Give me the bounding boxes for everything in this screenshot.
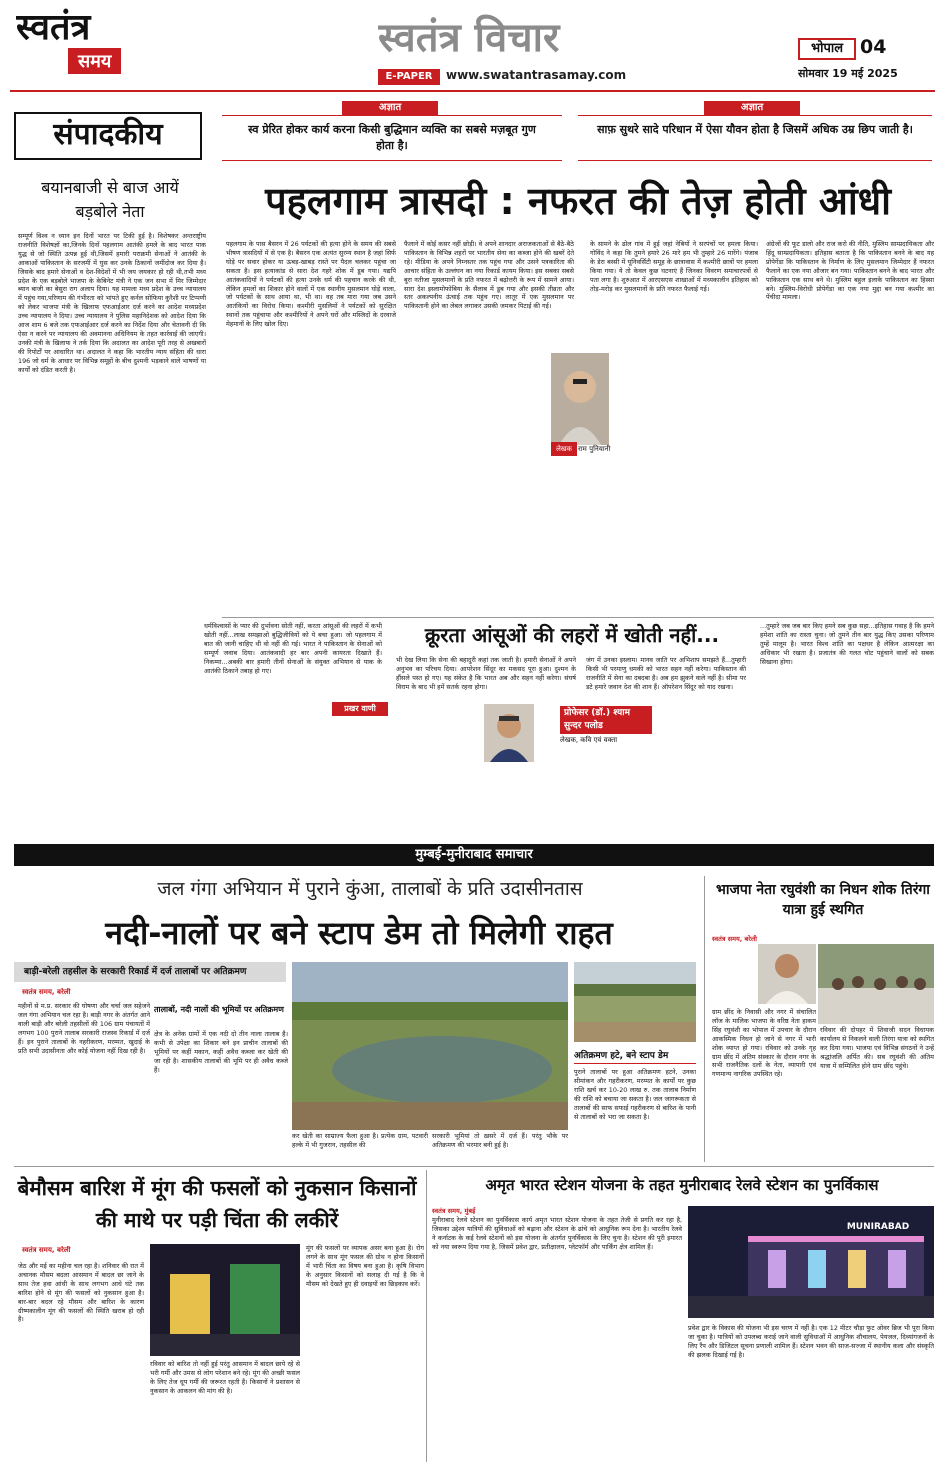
second-author-role: लेखक, कवि एवं वक्ता xyxy=(560,736,618,744)
logo xyxy=(16,6,134,84)
author-portrait-icon xyxy=(484,704,534,762)
jal-headline: नदी-नालों पर बने स्टाप डेम तो मिलेगी राहत xyxy=(105,914,613,952)
bjp-rule xyxy=(704,876,705,1162)
second-col1: धर्मविश्वासों के प्यार की दुर्भावना सोती नहीं, करता आंसूओं की लहरों में कभी खोती नहीं...लाख समझाओ बुद्धिजीवियों को ये बचा हुआ। जो पहलगाम में बात की जानी चाहिए थी वो नहीं की गई। भारत ने पाकिस्तान के सेनाओं को सम्पूर्ण जवाब दिया। आतंकवादी हर बार अपनी कायरता दिखाते हैं। निकम्मा...अबकी बार हमारी तीनों सेनाओं के संयुक्त अभियान से पाक के आतंकी ठिकाने तबाह हो गए। xyxy=(204,622,382,675)
quote-right-text: साफ़ सुथरे सादे परिधान में ऐसा यौवन होता है जिसमें अधिक उम्र छिप जाती है। xyxy=(597,123,913,136)
jal-photo-side xyxy=(574,962,696,1042)
lead-author-tag: लेखक xyxy=(551,442,577,456)
rain-headline: बेमौसम बारिश में मूंग की फसलों को नुकसान किसानों की माथे पर पड़ी चिंता की लकीरें xyxy=(17,1176,417,1232)
second-col2: भी देख लिया कि सेना की बहादुरी कहां तक जाती है। हमारी सेनाओं ने अपने अनुभव का परिचय दिया। आपरेशन सिंदूर का मकसद पूरा हुआ। दुश्मन के हौंसले पस्त हो गए। यह संकेत है कि भारत अब और सहन नहीं करेगा। संघर्ष विराम के बाद भी हमें सतर्क रहना होगा। xyxy=(396,656,576,691)
rail-headline: अमृत भारत स्टेशन योजना के तहत मुनीराबाद रेलवे स्टेशन का पुनर्विकास xyxy=(485,1176,879,1194)
paper-title: स्वतंत्र विचार xyxy=(378,15,560,61)
second-headline: क्रूरता आंसूओं की लहरों में खोती नहीं... xyxy=(424,623,720,647)
crowd-photo-icon xyxy=(818,944,934,1024)
logo-line2: समय xyxy=(68,48,121,74)
jal-strip-text: बाड़ी-बरेली तहसील के सरकारी रिकार्ड में दर्ज तालाबों पर अतिक्रमण xyxy=(24,967,247,977)
masthead-rule xyxy=(10,90,935,92)
lead-author-caption: राम पुनियानी xyxy=(578,445,611,453)
editorial-section-label xyxy=(14,112,202,160)
station-sign: MUNIRABAD xyxy=(846,1222,910,1232)
masthead xyxy=(0,0,945,92)
jal-byline: स्वतंत्र समय, बरेली xyxy=(22,988,71,996)
jal-caption2: सरकारी भूमियां तो ख़सरे में दर्ज हैं। परंतु भौके पर अतिक्रमण की भरमार बनी हुई है। xyxy=(432,1132,568,1149)
quote-right-label: अज्ञात xyxy=(704,101,800,115)
second-author-name: प्रोफेसर (डॉ.) श्याम सुन्दर पलोड xyxy=(560,706,652,734)
second-col3: जंग में उनका इस्लाम। मानव जाति पर अभिशाप समझते हैं...तुम्हारी किसी भी परमाणु धमकी को भारत सहन नहीं करेगा। पाकिस्तान की राजनीति में सेना का दबदबा है। अब हम झुकने वाले नहीं है। सीमा पर डटे हमारे जवान देश की शान हैं। ऑपरेशन सिंदूर को याद रखना। xyxy=(586,656,746,691)
jal-mid-title: तालाबों, नदी नालों की भूमियों पर अतिक्रमण xyxy=(154,1005,284,1014)
rain-col3: रविवार को बारिश तो नहीं हुई परंतु आसमान में बादल छाये रहे से भरी गर्मी और उमस से लोग परेशान बने रहे। मूंग की अच्छी फसल के लिए तेज धूप गर्मी की जरूरत रहती है। किसानों ने प्रशासन से नुकसान के आकलन की मांग की है। xyxy=(150,1360,300,1395)
city-box: भोपाल xyxy=(798,38,856,60)
website-url[interactable]: www.swatantrasamay.com xyxy=(446,68,627,82)
bjp-headline: भाजपा नेता रघुवंशी का निधन शोक तिरंगा यात्रा हुई स्थगित xyxy=(716,882,930,918)
section-band xyxy=(14,844,934,866)
issue-date: सोमवार 19 मई 2025 xyxy=(798,67,898,80)
editorial-body: सम्पूर्ण विश्व न ध्यान इन दिनों भारत पर टिकी हुई है। विशेषकर अन्तराष्ट्रीय राजनीति विशेषज्ञों का,जिनके दिनों पहलगाम आतंकी हमले के बाद भारत पाक युद्ध से जो स्थिति उत्पन्न हुई थी,जिसमें हमारी पराक्रमी सेनाओं ने आतंकी के आकाओं पाकिस्तान के सरजमीं में घुस कर उनके ठिकानों जमींदोज कर दिया है।जिसके बाद हमारे सेनाओं व देश-विदेशों में भी जय जयकार हो रही थी,तभी मध्य प्रदेश के एक बड़बोले भाजपा के केबिनेट मंत्री ने एक जन सभा में मिर जिम्मेदार ब्यान बाजी का बेसुरा राग अलाप दिया। यह मामला मध्य प्रदेश के उच्च न्यायालय में पहुंच गया,परिणाम की गंभीरता को भांपते हुए कर्नल सोफिया कुरैशी पर टिप्पणी को लेकर भाजपा मंत्री के खिलाफ एफआईआर दर्ज करने का आदेश मध्यप्रदेश उच्च न्यायालय ने दिया। उच्च न्यायालय ने पुलिस महानिदेशक को आदेश दिया कि आज शाम 6 बजे तक एफआईआर दर्ज करने का निर्देश दिया और चेतावनी दी कि ऐसा न करने पर न्यायालय की अवमानना अधिनियम के तहत कार्रवाई की जाएगी।उनकी मंत्री के खिलाफ ने तर्क दिया कि अदालत का आदेश पूरी तरह से अखबारों की रिपोर्टों पर आधारित था। अदालत ने कहा कि भारतीय न्याय संहिता की धारा 196 जो धर्म के आधार पर विभिन्न समूहों के बीच दुश्मनी भड़काने वाले भाषणों या कार्यों को दंडित करती है। xyxy=(18,232,206,374)
quote-left-text: स्व प्रेरित होकर कार्य करना किसी बुद्धिमान व्यक्ति का सबसे मज़बूत गुण होता है। xyxy=(248,123,536,152)
lead-headline: पहलगाम त्रासदी : नफरत की तेज़ होती आंधी xyxy=(265,179,891,223)
leader-portrait-icon xyxy=(758,944,816,1004)
bjp-col2: रविवार की दोपहर में शिवाजी सदन विधायक कार्यालय से निकलने वाली तिरंगा यात्रा को स्थगित कर दिया गया। भाजपा एवं विभिन्न संगठनों ने उन्हें श्रद्धांजलि अर्पित की। सब रघुवंशी की अंतिम यात्रा में सम्मिलित होने ग्राम छींद पहुंचे। xyxy=(820,1026,934,1070)
bjp-photo-portrait xyxy=(758,944,816,1004)
rain-byline: स्वतंत्र समय, बरेली xyxy=(22,1246,71,1254)
bjp-col1: ग्राम छींद के निवासी और नगर में संचालित लॉज के मालिक भाजपा के वरिष्ठ नेता हाकम सिंह रघुवंशी का भोपाल में उपचार के दौरान आकस्मिक निधन हो जाने से नगर में भारी शोक व्याप्त हो गया। रविवार को उनके गृह ग्राम छींद में अंतिम संस्कार के दौरान नगर के सभी राजनैतिक दलों के नेता, व्यापारी एवं गणमान्य नागरिक उपस्थित रहे। xyxy=(712,1008,816,1079)
jal-col3: पुराने तालाबों पर हुआ अतिक्रमण हटने, उनका सीमांकन और गहरीकरण, मरम्मत के कार्यों पर कुछ राशि खर्च कर 10-20 लाख रु. तक तालाब निर्माण की राशि को बचाया जा सकता है। जल जागरूकता से तालाबों की साफ सफाई गहरीकरण से बारिश के पानी से तालाबों को भरा जा सकता है। xyxy=(574,1068,696,1121)
second-col4: ...तुम्हारे जब जब बार किए हमने सब कुछ सहा...इतिहास गवाह है कि हमने हमेशा शांति का रास्ता चुना। जो तुमने तीन बार युद्ध किए उसका परिणाम तुम्हें मालूम है। भारत विश्व शांति का पक्षधर है लेकिन आत्मरक्षा का अधिकार भी रखता है। प्रजातंत्र की गलत चोट पहुंचाने वालों को सबक सिखाना होगा। xyxy=(760,622,934,666)
quote-right-box xyxy=(578,115,932,161)
second-subhead: प्रखर वाणी xyxy=(332,702,388,716)
pond-photo-icon xyxy=(574,962,696,1042)
jal-caption1: कर खेती का साम्राज्य फैला हुआ है। प्रत्येक ग्राम, पटवारी हल्के में भी गुजरान, तहसील की xyxy=(292,1132,428,1149)
second-author-photo xyxy=(484,704,534,762)
rain-col1: जेठ और मई का महीना चल रहा है। शनिवार की रात में अचानक मौसम बदला आसमान में बादल छा जाने के साथ तेज हवा आंधी के साथ लगभग आधे घंटे तक बारिश होने से मूंग की फसलों को नुकसान हुआ है। बार-बार बदल रहे मौसम और बारिश के कारण ग्रीष्मकालीन मूंग की फसलों की स्थिति खराब हो रही है। xyxy=(18,1262,144,1324)
quote-left xyxy=(222,101,562,165)
quote-left-label: अज्ञात xyxy=(342,101,438,115)
jal-col1: महीनों से म.प्र. सरकार की घोषणा और चर्चा जल सहेजने जल गंगा अभियान चल रहा है। बाड़ी नगर के अंतर्गत आने वाली बाड़ी और बरेली तहसीलों की 106 ग्राम पंचायतों में लगभग 100 पुराने तालाब सरकारी राजस्व रिकार्ड में दर्ज हैं। इन पुराने तालाबों के नहरीकरण, मरम्मत, खुदाई के प्रति सभी उदासीनता और कोई योजना नहीं दिख रही है। xyxy=(18,1002,150,1055)
jal-col2: क्षेत्र के अनेक ग्रामों में एक नदी दो तीन नाला तालाब है। कभी से उपेक्षा का शिकार बने इन प्राचीन तालाबों की भूमियों पर कहीं मकान, कहीं अवैध कब्जा कर खेती की जा रही है। शासकीय तालाबों की भूमि पर ही अवैध कब्जे हैं। xyxy=(154,1030,288,1074)
jal-kicker: जल गंगा अभियान में पुराने कुंआ, तालाबों के प्रति उदासीनतास xyxy=(157,878,583,900)
rail-photo xyxy=(688,1206,934,1318)
section-band-label: मुम्बई-मुनीराबाद समाचार xyxy=(415,847,533,862)
bjp-photo-crowd xyxy=(818,944,934,1024)
lead-col2: फैलाने में कोई कसर नहीं छोड़ी। वे अपने शानदार अराजकताओं से बैठे-बैठे पाकिस्तान के विभिन्न शहरों पर भारतीय सेना का कब्जा होने की खबरें देते रहे। मीडिया के अपने निम्नस्तर तक पहुंच गया और उसने पत्रकारिता की आचार संहिता के उल्लंघन का नया रिकार्ड कायम किया। इस सबका सबसे बुरा नतीजा मुसलमानों के प्रति नफरत में बढ़ोत्तरी के रूप में सामने आया। सारा देश इस्लामोफोबिया के सैलाब में डूब गया और इसकी तीव्रता और स्तर अकल्पनीय ऊंचाई तक पहुंच गए। लातूर में एक मुसलमान पर पाकिस्तानी होने का लेबल लगाकर उसकी जमकर पिटाई की गई। xyxy=(404,240,574,311)
rail-rule xyxy=(426,1170,427,1462)
lead-col4: अंग्रेजों की फूट डालो और राज करो की नीति, मुस्लिम साम्प्रदायिकता और हिंदू साम्प्रदायिकता। इतिहास बताता है कि पाकिस्तान बनने के बाद यह प्रोपेगेंडा कि पाकिस्तान के निर्माण के लिए मुसलमान जिम्मेदार हैं नफरत फैलाने का एक नया औजार बन गया। पाकिस्तान बनने के बाद भारत और पाकिस्तान एक साथ बने थे। मुस्लिम बहुल इलाके पाकिस्तान का हिस्सा बने। मुस्लिम-विरोधी प्रोपेगेंडा का एक नया मुद्दा बन गया कश्मीर का पेंचीदा मामला। xyxy=(766,240,934,302)
bjp-byline: स्वतंत्र समय, बरेली xyxy=(712,935,757,943)
rail-col2: प्रवेश द्वार के विकास की योजना भी इस चरण में नहीं है। एक 12 मीटर चौड़ा फुट ओवर ब्रिज भी पूरा किया जा चुका है। यात्रियों को उपलब्ध कराई जाने वाली सुविधाओं में आधुनिक शौचालय, पेयजल, दिव्यांगजनों के लिए रैंप और डिजिटल सूचना प्रणाली शामिल हैं। स्टेशन भवन की साज-सज्जा में स्थानीय कला और संस्कृति की झलक दिखाई गई है। xyxy=(688,1324,934,1359)
page-number: 04 xyxy=(860,36,887,58)
lead-col3: के सामने के ढोल गांव में हुई जहां नेबियों ने सरपंचों पर हमला किया। गोविंद ने कहा कि तुमने हमारे 26 मारे हम भी तुम्हारे 26 मारेंगे। पंजाब के डेरा बस्सी में यूनिवर्सिटी समूह के छात्रावास में कश्मीरी छात्रों पर हमला किया गया। ये तो केवल कुछ घटनाएं हैं जिनका विवरण समाचारपत्रों से पता लगा है। शुरुआत में आरएसएस शाखाओं में मध्यकालीन इतिहास को तोड़-मरोड़ कर मुसलमानों के प्रति नफरत फैलाई गई। xyxy=(590,240,758,293)
pond-photo-icon xyxy=(292,962,568,1130)
rail-byline: स्वतंत्र समय, मुंबई xyxy=(432,1207,476,1215)
quote-right xyxy=(578,101,932,165)
logo-line1: स्वतंत्र xyxy=(16,7,91,48)
jal-strip xyxy=(14,962,286,982)
jal-side-title: अतिक्रमण हटे, बने स्टाप डेम xyxy=(574,1048,696,1064)
editorial-title: संपादकीय xyxy=(53,117,163,152)
rain-photo xyxy=(150,1244,300,1356)
lead-col1: पहलगाम के पास बैसरन में 26 पर्यटकों की हत्या होने के समय की सबसे भीषण त्रासदियों में से एक है। बैसरन एक अत्यंत सुरम्य स्थान है जहां सिर्फ घोड़े पर सवार होकर या ऊबड़-खाबड़ रास्ते पर पैदल चलकर पहुंचा जा सकता है। इस हत्याकांड से सारा देश गहरे शोक में डूब गया। यद्यपि आतंकवादियों ने पर्यटकों की हत्या उनके धर्म की पहचान करके की थी, लेकिन हमलों का शिकार होने वालों में एक स्थानीय मुसलमान घोड़े वाला, जो पर्यटकों के साथ आया था, भी था। वह तब मारा गया जब उसने आतंकियों का विरोध किया। कश्मीरी मुसलिमों ने पर्यटकों को सुरक्षित स्थानों तक पहुंचाया और कश्मीरियों ने अपने घरों और मस्जिदों के दरवाजे मेहमानों के लिए खोल दिए। xyxy=(226,240,396,329)
second-rule xyxy=(222,617,934,618)
quote-left-box xyxy=(222,115,562,161)
epaper-tag: E-PAPER xyxy=(378,69,440,85)
rain-col2: मूंग की फसलों पर व्यापक असर बना हुआ है। रोग लगने के साथ मूंग फसल की ग्रोथ न होना किसानों में भारी चिंता का विषय बना हुआ है। कृषि विभाग के अनुसार किसानों को सलाह दी गई है कि वे मौसम को देखते हुए ही दवाइयों का छिड़काव करें। xyxy=(306,1244,424,1288)
lower-rule xyxy=(14,1166,934,1167)
jal-photo-main xyxy=(292,962,568,1130)
editorial-headline: बयानबाजी से बाज आयें बड़बोले नेता xyxy=(41,178,179,221)
rail-col1: मुनीराबाद रेलवे स्टेशन का पुनर्विकास कार्य अमृत भारत स्टेशन योजना के तहत तेजी से प्रगति कर रहा है, जिसका उद्देश्य यात्रियों की सुविधाओं को बढ़ाना और स्टेशन के ढांचे को आधुनिक रूप देना है। भारतीय रेलवे ने कर्नाटक के कई रेलवे स्टेशनों को इस योजना के अंतर्गत पुनर्विकास के लिए चुना है। स्टेशन की पूरी इमारत को नया स्वरूप दिया गया है, जिसमें प्रवेश द्वार, प्रतीक्षालय, प्लेटफॉर्म और पार्किंग क्षेत्र शामिल हैं। xyxy=(432,1216,682,1251)
night-rain-photo-icon xyxy=(150,1244,300,1356)
